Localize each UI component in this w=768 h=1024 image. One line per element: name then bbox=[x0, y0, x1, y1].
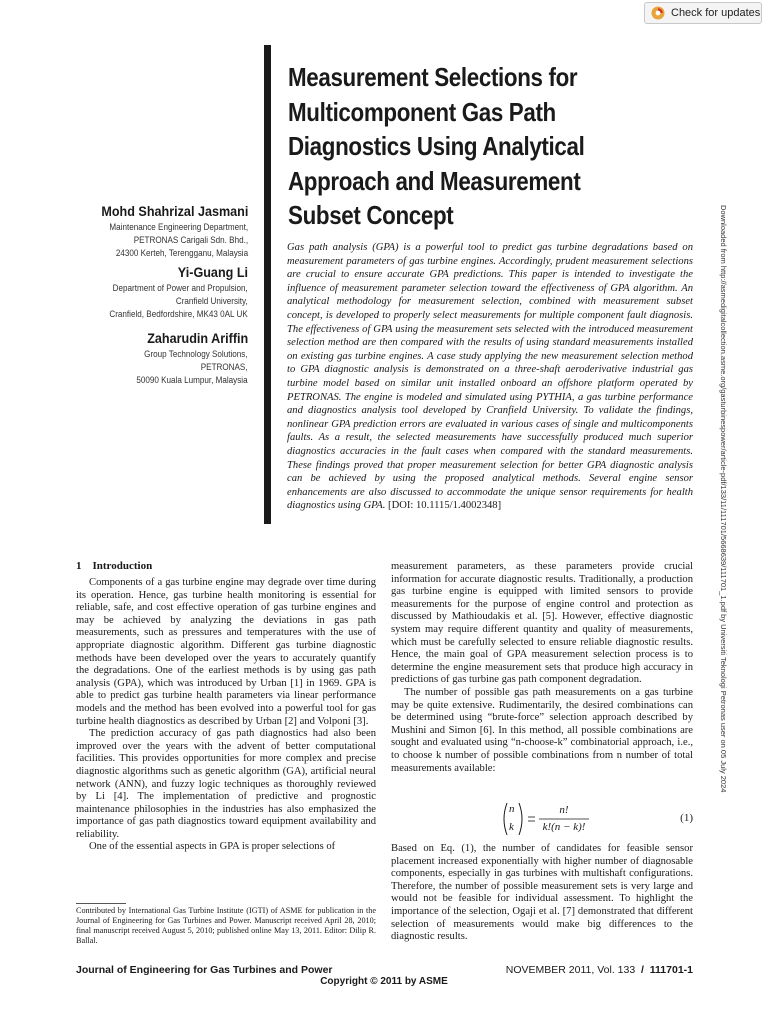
fraction-numerator: n! bbox=[559, 804, 569, 816]
copyright: Copyright © 2011 by ASME bbox=[320, 976, 448, 987]
section-title: Introduction bbox=[92, 560, 153, 572]
affiliation-line: Department of Power and Propulsion, bbox=[112, 283, 249, 293]
doi-link[interactable]: [DOI: 10.1115/1.4002348] bbox=[388, 500, 502, 512]
author-name: Yi-Guang Li bbox=[177, 264, 248, 280]
author-affiliation bbox=[109, 221, 248, 260]
title-line: Subset Concept bbox=[288, 200, 454, 230]
affiliation-line: PETRONAS, bbox=[201, 362, 248, 372]
paragraph: The number of possible gas path measurements on a gas turbine may be quite extensive. Rudimentarily, the desired combinations can be determined using “brute-force” selection approach described by Mushini and Simon [6]. In this method, all possible combinations are sought and evaluated using “n-choose-k” combinatorial approach, i.e., to choose k number of possible combinations from n number of total measurements available: bbox=[391, 686, 693, 774]
affiliation-line: Group Technology Solutions, bbox=[144, 349, 248, 359]
abstract-text: Gas path analysis (GPA) is a powerful tool to predict gas turbine degradations based on measurement parameters of gas turbine engines. Accordingly, prudent measurement selections are crucial to ensure accurate GPA predictions. This paper is intended to investigate the influence of measurement parameter selection toward the effectiveness of GPA algorithm. An analytical methodology for measurement selection, combined with measurement subset concept, is developed to properly select measurements for multiple component fault diagnosis. The effectiveness of GPA using the measurement sets selected with the introduced measurement selection method are then compared with the results of using standard measurements installed on existing gas turbine engines. A case study applying the new measurement selection method to GPA diagnostic analysis is demonstrated on a three-shaft aeroderivative industrial gas turbine model based on similar unit installed onboard an offshore platform operated by PETRONAS. The engine is modeled and simulated using PYTHIA, a gas turbine performance and diagnostics analysis tool developed by Cranfield University. To validate the findings, nonlinear GPA prediction errors are evaluated in various cases of single and multicomponents faults. As a result, the selected measurements have successfully produced much superior diagnostics accuracies in the fault cases when compared with the standard measurements. These findings proved that proper measurement selection for better GPA diagnostic analysis can be achieved by using the proposed analytical methods. Several engine sensor enhancements are also discussed to accommodate the unique sensor requirements for health diagnostics using GPA. bbox=[287, 242, 693, 512]
page-number: 111701-1 bbox=[649, 964, 693, 976]
equation-number: (1) bbox=[680, 812, 693, 824]
check-for-updates-button[interactable] bbox=[644, 2, 762, 24]
section-number: 1 bbox=[76, 560, 82, 572]
journal-name: Journal of Engineering for Gas Turbines and Power bbox=[76, 964, 333, 976]
author-affiliation bbox=[110, 282, 248, 321]
footnote: Contributed by International Gas Turbine Institute (IGTI) of ASME for publication in the Journal of Engineering for Gas Turbines and Power. Manuscript received April 28, 2010; final manuscript received August 5, 2010; published online May 13, 2011. Editor: Dilip R. Ballal. bbox=[76, 906, 376, 945]
right-column bbox=[391, 561, 693, 775]
issue-info bbox=[506, 964, 693, 976]
download-note: Downloaded from http://asmedigitalcollection.asme.org/gasturbinespower/article-pdf/133/11/111701/5668639/111701_1.pdf by Universiti Teknologi Petronas user on 05 July 2024 bbox=[719, 205, 728, 793]
equation-1 bbox=[391, 799, 693, 839]
binom-bottom: k bbox=[509, 821, 514, 833]
affiliation-line: 24300 Kerteh, Terengganu, Malaysia bbox=[115, 248, 248, 258]
affiliation-line: PETRONAS Carigali Sdn. Bhd., bbox=[133, 235, 248, 245]
affiliation-line: Cranfield, Bedfordshire, MK43 0AL UK bbox=[109, 309, 248, 319]
paper-title bbox=[288, 60, 649, 233]
update-icon bbox=[651, 6, 665, 20]
paragraph: One of the essential aspects in GPA is proper selections of bbox=[89, 841, 336, 853]
right-column-continued bbox=[391, 843, 693, 944]
affiliation-line: Cranfield University, bbox=[176, 296, 248, 306]
issue-date-volume: NOVEMBER 2011, Vol. 133 bbox=[505, 964, 636, 976]
title-line: Multicomponent Gas Path bbox=[288, 96, 556, 127]
title-bar-accent bbox=[264, 45, 271, 524]
paragraph: measurement parameters, as these parameters provide crucial information for accurate diagnostic results. Traditionally, a production gas turbine engine is equipped with limited sensors to provide measurements for the purpose of engine control and protection as discussed by Mathioudakis et al. [5]. However, effective diagnostic system may require different quantity and quality of measurements, which must be carefully selected to ensure reliable diagnostic results. Hence, the main goal of GPA measurement selection process is to determine the engine measurement sets that produce high accuracy in predictions of gas turbine gas path component degradation. bbox=[391, 561, 693, 686]
title-line: Diagnostics Using Analytical bbox=[288, 131, 585, 161]
affiliation-line: 50090 Kuala Lumpur, Malaysia bbox=[136, 375, 248, 385]
author-affiliation bbox=[137, 348, 248, 387]
paragraph: Components of a gas turbine engine may degrade over time during its operation. Hence, gas turbine health monitoring is essential for reliable, safe, and cost effective operation of gas turbine engines and may be achieved by analyzing the deviations in gas path measurements, such as pressures and temperatures with the use of appropriate diagnostic algorithm. Different gas turbine diagnostic methods have been developed over the years to accurately quantify the degradations. One of the earliest methods is by using gas path analysis (GPA), which was introduced by Urban [1] in 1969. GPA is able to predict gas turbine health parameters via linear performance models and the method has been evolved into a powerful tool for gas turbine health diagnostics as described by Urban [2] and Volponi [3]. bbox=[76, 577, 376, 727]
binom-top: n bbox=[509, 803, 515, 815]
footnote-rule bbox=[76, 903, 126, 904]
left-column bbox=[76, 577, 376, 854]
abstract bbox=[287, 241, 693, 513]
author-name: Zaharudin Ariffin bbox=[146, 330, 248, 346]
fraction-denominator: k!(n − k)! bbox=[542, 821, 586, 833]
footer-separator: / bbox=[641, 964, 644, 976]
paragraph: Based on Eq. (1), the number of candidates for feasible sensor placement increased exponentially with higher number of diagnosable components, especially in gas turbines with multishaft configurations. Therefore, the number of possible measurement sets is very large and would not be feasible for individual assessment. To highlight the importance of the selection, Ogaji et al. [7] demonstrated that different selection of measurements would make big differences to the diagnostic results. bbox=[391, 843, 693, 943]
section-heading bbox=[76, 560, 152, 572]
affiliation-line: Maintenance Engineering Department, bbox=[109, 222, 248, 232]
paragraph: The prediction accuracy of gas path diagnostics had also been improved over the years with the advent of better computational facilities. This provides opportunities for more complex and precise diagnostic algorithms such as genetic algorithm (GA), artificial neural network (ANN), and fuzzy logic techniques as thoroughly reviewed by Li [4]. The implementation of predictive and prognostic maintenance philosophies in the industries has also emphasized the importance of gas path diagnostics toward equipment availability and reliability. bbox=[76, 728, 376, 840]
title-line: Measurement Selections for bbox=[288, 62, 578, 92]
check-for-updates-label: Check for updates bbox=[671, 7, 761, 19]
author-name: Mohd Shahrizal Jasmani bbox=[100, 203, 248, 219]
title-line: Approach and Measurement bbox=[288, 165, 581, 196]
